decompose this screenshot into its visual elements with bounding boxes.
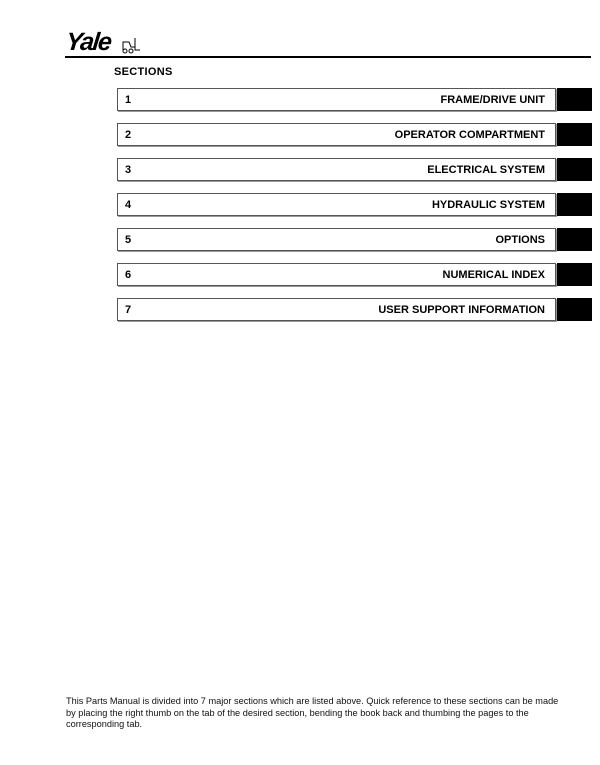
section-tab[interactable] <box>557 88 592 111</box>
section-row[interactable] <box>117 123 591 146</box>
section-row[interactable] <box>117 88 591 111</box>
section-number: 3 <box>125 164 132 176</box>
section-box <box>117 228 556 251</box>
section-number: 1 <box>125 94 132 106</box>
section-label: OPTIONS <box>495 234 545 246</box>
section-row[interactable] <box>117 193 591 216</box>
section-row[interactable] <box>117 298 591 321</box>
section-label: HYDRAULIC SYSTEM <box>431 199 545 211</box>
section-tab[interactable] <box>557 263 592 286</box>
section-label: FRAME/DRIVE UNIT <box>440 94 545 106</box>
yale-logo: Yale <box>64 28 113 56</box>
section-tab[interactable] <box>557 158 592 181</box>
section-tab[interactable] <box>557 123 592 146</box>
section-tab[interactable] <box>557 228 592 251</box>
section-box <box>117 158 556 181</box>
footer-note: This Parts Manual is divided into 7 major sections which are listed above. Quick reference to these sections can be made by placing the right thumb on the tab of the desired section, bending the book back and thumbing the pages to the corresponding tab. <box>66 696 559 729</box>
section-number: 7 <box>125 304 132 316</box>
section-number: 6 <box>125 269 132 281</box>
section-row[interactable] <box>117 228 591 251</box>
forklift-icon <box>121 36 141 54</box>
section-box <box>117 88 556 111</box>
section-number: 2 <box>125 129 132 141</box>
section-label: OPERATOR COMPARTMENT <box>394 129 545 141</box>
section-label: USER SUPPORT INFORMATION <box>378 304 545 316</box>
section-number: 4 <box>125 199 132 211</box>
section-label: ELECTRICAL SYSTEM <box>427 164 545 176</box>
section-tab[interactable] <box>557 193 592 216</box>
section-box <box>117 263 556 286</box>
section-row[interactable] <box>117 263 591 286</box>
section-number: 5 <box>125 234 132 246</box>
sections-heading: SECTIONS <box>114 66 173 78</box>
section-tab[interactable] <box>557 298 592 321</box>
section-box <box>117 123 556 146</box>
section-box <box>117 193 556 216</box>
section-box <box>117 298 556 321</box>
header-rule <box>65 56 591 58</box>
section-label: NUMERICAL INDEX <box>442 269 545 281</box>
section-row[interactable] <box>117 158 591 181</box>
